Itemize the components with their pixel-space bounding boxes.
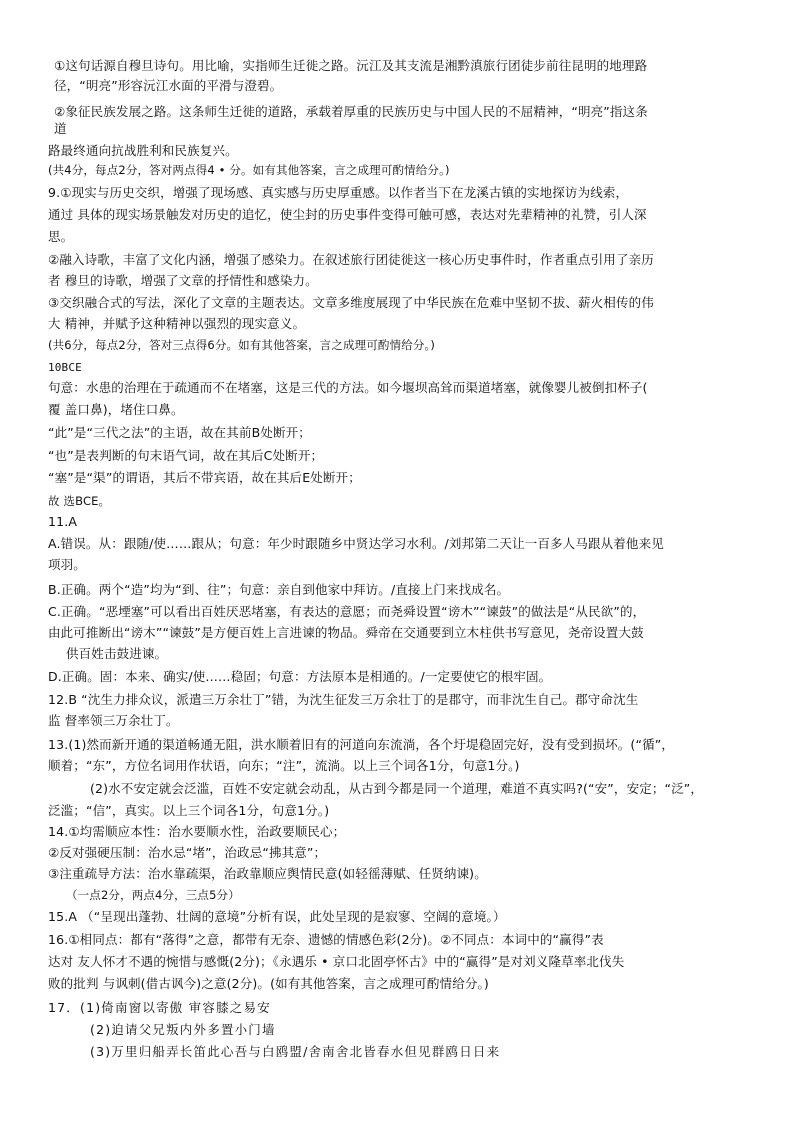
text-line: ②反对强硬压制：治水忌“堵”，治政忌“拂其意”； [48, 845, 327, 860]
text-line: 思。 [48, 229, 74, 244]
text-line: 者 穆旦的诗歌，增强了文章的抒情性和感染力。 [48, 273, 318, 288]
text-line: 句意：水患的治理在于疏通而不在堵塞，这是三代的方法。如今堰坝高耸而渠道堵塞，就像婴儿被倒扣杯子( [48, 380, 648, 395]
text-line: 15.A （“呈现出蓬勃、壮阔的意境”分析有误，此处呈现的是寂寥、空阔的意境。） [48, 909, 506, 924]
text-line: C.正确。“恶堙塞”可以看出百姓厌恶堵塞，有表达的意愿；而尧舜设置“谤木”“谏鼓”的做法是“从民欲”的， [48, 604, 646, 619]
text-line: ③注重疏导方法：治水靠疏渠，治政靠顺应舆情民意(如轻徭薄赋、任贤纳谏)。 [48, 866, 487, 881]
text-line: 通过 具体的现实场景触发对历史的追忆，使尘封的历史事件变得可触可感，表达对先辈精神的礼赞，引人深 [48, 207, 647, 222]
text-line: ③交织融合式的写法，深化了文章的主题表达。文章多维度展现了中华民族在危难中坚韧不拔、薪火相传的伟 [48, 295, 654, 310]
text-line: 泛滥；“信”，真实。以上三个词各1分，句意1分。) [48, 803, 330, 818]
text-line: 监 督率领三万余壮丁。 [48, 713, 179, 728]
text-line: 由此可推断出“谤木”“谏鼓”是方便百姓上言进谏的物品。舜帝在交通要到立木柱供书写意见，尧帝设置大鼓 [48, 625, 644, 640]
text-line: 13.(1)然而新开通的渠道畅通无阻，洪水顺着旧有的河道向东流淌，各个圩堤稳固完好，没有受到损坏。(“循”， [48, 737, 675, 752]
text-line: ②融入诗歌，丰富了文化内涵，增强了感染力。在叙述旅行团徒徙这一核心历史事件时，作者重点引用了亲历 [48, 252, 654, 267]
text-line: 大 精神，并赋予这种精神以强烈的现实意义。 [48, 316, 306, 331]
text-line: 覆 盖口鼻)，堵住口鼻。 [48, 402, 184, 417]
text-line: 径，“明亮”形容沅江水面的平滑与澄碧。 [54, 78, 283, 93]
text-line: 12.B “沈生力排众议，派遣三万余壮丁”错，为沈生征发三万余壮丁的是郡守，而非沈生自己。郡守命沈生 [48, 692, 639, 707]
text-line: 9.①现实与历史交织，增强了现场感、真实感与历史厚重感。以作者当下在龙溪古镇的实地探访为线索， [48, 185, 629, 200]
text-line: 道 [54, 121, 67, 136]
text-line: 故 选BCE。 [48, 494, 111, 508]
text-line: 16.①相同点：都有“落得”之意，都带有无奈、遗憾的情感色彩(2分)。②不同点：本词中的“赢得”表 [48, 932, 604, 947]
text-line: (2)迫请父兄叛内外多置小门墙 [90, 1022, 276, 1037]
text-line: ②象征民族发展之路。这条师生迁徙的道路，承载着厚重的民族历史与中国人民的不屈精神，“明亮”指这条 [54, 104, 648, 119]
text-line: 顺着；“东”，方位名词用作状语，向东；“注”，流淌。以上三个词各1分，句意1分。) [48, 758, 520, 773]
text-line: (3)万里归船弄长笛此心吾与白鸥盟/舍南舍北皆春水但见群鸥日日来 [90, 1044, 501, 1059]
text-line: ①这句话源自穆旦诗句。用比喻，实指师生迁徙之路。沅江及其支流是湘黔滇旅行团徒步前往昆明的地理路 [54, 58, 648, 73]
text-line: 达对 友人怀才不遇的惋惜与感慨(2分)；《永遇乐 • 京口北固亭怀古》中的“赢得”是对刘义隆草率北伐失 [48, 954, 625, 969]
text-line: 14.①均需顺应本性：治水要顺水性，治政要顺民心； [48, 824, 346, 839]
text-line: 路最终通向抗战胜利和民族复兴。 [48, 143, 238, 158]
text-line: “塞”是“渠”的谓语，其后不带宾语，故在其后E处断开； [48, 470, 361, 485]
question-number: 10BCE [48, 361, 82, 374]
text-line: D.正确。固：本来、确实/使……稳固；句意：方法原本是相通的。/一定要使它的根牢固。 [48, 669, 552, 684]
text-line: 项羽。 [48, 557, 86, 572]
text-line: “此”是“三代之法”的主语，故在其前B处断开； [48, 425, 311, 440]
text-line: 败的批判 与讽刺(借古讽今)之意(2分)。(如有其他答案，言之成理可酌情给分。) [48, 976, 489, 991]
text-line: 17．(1)倚南窗以寄傲 审容膝之易安 [48, 1000, 271, 1015]
text-line: (2)水不安定就会泛滥，百姓不安定就会动乱，从古到今都是同一个道理，难道不真实吗?(“安”，安定；“泛”， [90, 781, 704, 796]
text-line: A.错误。从：跟随/使……跟从；句意：年少时跟随乡中贤达学习水利。/刘邦第二天让一百多人马跟从着他来见 [48, 536, 664, 551]
text-line: B.正确。两个“造”均为“到、往”；句意：亲自到他家中拜访。/直接上门来找成名。 [48, 582, 510, 597]
text-line: (共4分，每点2分，答对两点得4 • 分。如有其他答案，言之成理可酌情给分。) [48, 163, 450, 177]
question-number: 11.A [48, 514, 78, 529]
text-line: 供百姓击鼓进谏。 [66, 646, 168, 661]
text-line: “也”是表判断的句末语气词，故在其后C处断开； [48, 448, 324, 463]
text-line: （一点2分，两点4分，三点5分） [66, 888, 240, 902]
text-line: (共6分，每点2分，答对三点得6分。如有其他答案，言之成理可酌情给分。) [48, 338, 436, 352]
